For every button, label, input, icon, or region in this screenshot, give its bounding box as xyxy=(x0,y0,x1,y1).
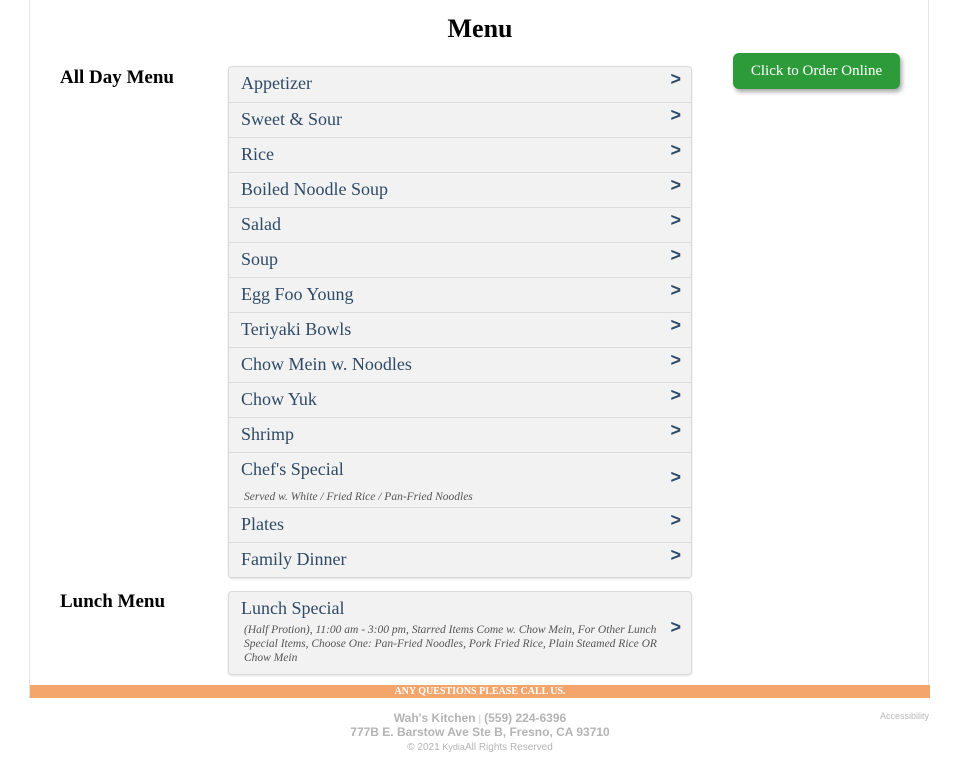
all-day-menu-list xyxy=(228,66,692,578)
chevron-right-icon: > xyxy=(670,315,681,335)
phone-link[interactable]: (559) 224-6396 xyxy=(484,711,567,725)
menu-item-label: Chow Mein w. Noodles xyxy=(241,354,412,374)
copyright-year: © 2021 xyxy=(407,742,440,753)
accessibility-link[interactable]: Accessibility xyxy=(879,711,929,721)
menu-item-sweet-sour[interactable] xyxy=(229,102,691,137)
chevron-right-icon: > xyxy=(670,467,681,487)
lunch-menu-list xyxy=(228,591,692,675)
chevron-right-icon: > xyxy=(670,420,681,440)
chevron-right-icon: > xyxy=(670,385,681,405)
menu-item-label: Boiled Noodle Soup xyxy=(241,179,388,199)
chevron-right-icon: > xyxy=(670,105,681,125)
menu-item-plates[interactable] xyxy=(229,507,691,542)
menu-item-boiled-noodle-soup[interactable] xyxy=(229,172,691,207)
chevron-right-icon: > xyxy=(670,210,681,230)
chevron-right-icon: > xyxy=(670,245,681,265)
menu-item-label: Shrimp xyxy=(241,424,295,444)
menu-item-description: (Half Protion), 11:00 am - 3:00 pm, Starred Items Come w. Chow Mein, For Other Lunch Special Items, Choose One: Pan-Fried Noodles, Pork Fried Rice, Plain Steamed Rice OR Chow Mein xyxy=(244,624,657,664)
menu-item-description: Served w. White / Fried Rice / Pan-Fried Noodles xyxy=(244,491,473,503)
call-us-banner: ANY QUESTIONS PLEASE CALL US. xyxy=(30,685,930,698)
menu-item-shrimp[interactable] xyxy=(229,417,691,452)
menu-item-label: Chef's Special xyxy=(241,459,344,479)
chevron-right-icon: > xyxy=(670,350,681,370)
menu-item-soup[interactable] xyxy=(229,242,691,277)
chevron-right-icon: > xyxy=(670,280,681,300)
lunch-menu-heading: Lunch Menu xyxy=(60,591,166,612)
menu-item-label: Soup xyxy=(241,249,279,269)
footer-separator: | xyxy=(478,714,482,725)
menu-item-label: Lunch Special xyxy=(241,598,345,618)
page-title: Menu xyxy=(447,14,513,43)
all-day-menu-heading: All Day Menu xyxy=(60,67,174,88)
menu-item-label: Appetizer xyxy=(241,73,312,93)
chevron-right-icon: > xyxy=(670,140,681,160)
menu-item-egg-foo-young[interactable] xyxy=(229,277,691,312)
chevron-right-icon: > xyxy=(670,545,681,565)
footer-address: 777B E. Barstow Ave Ste B, Fresno, CA 93710 xyxy=(350,725,610,739)
menu-item-family-dinner[interactable] xyxy=(229,542,691,577)
chevron-right-icon: > xyxy=(670,69,681,89)
menu-item-label: Rice xyxy=(241,144,274,164)
menu-item-label: Chow Yuk xyxy=(241,389,317,409)
chevron-right-icon: > xyxy=(670,175,681,195)
menu-item-chow-yuk[interactable] xyxy=(229,382,691,417)
menu-item-rice[interactable] xyxy=(229,137,691,172)
menu-item-label: Teriyaki Bowls xyxy=(241,319,352,339)
footer-contact xyxy=(0,711,960,725)
menu-item-label: Sweet & Sour xyxy=(241,109,342,129)
menu-item-chow-mein-noodles[interactable] xyxy=(229,347,691,382)
restaurant-name: Wah's Kitchen xyxy=(393,711,476,725)
menu-item-label: Plates xyxy=(241,514,284,534)
order-online-button[interactable]: Click to Order Online xyxy=(733,53,900,89)
chevron-right-icon: > xyxy=(670,510,681,530)
rights-text: All Rights Reserved xyxy=(464,742,553,753)
menu-item-label: Egg Foo Young xyxy=(241,284,354,304)
menu-item-lunch-special[interactable] xyxy=(229,592,691,674)
footer-copyright xyxy=(0,742,960,753)
kydia-link[interactable]: Kydia xyxy=(442,742,465,752)
menu-item-teriyaki-bowls[interactable] xyxy=(229,312,691,347)
menu-item-salad[interactable] xyxy=(229,207,691,242)
menu-item-appetizer[interactable] xyxy=(229,67,691,102)
menu-item-label: Salad xyxy=(241,214,281,234)
chevron-right-icon: > xyxy=(670,617,681,637)
menu-item-chefs-special[interactable] xyxy=(229,452,691,507)
menu-item-label: Family Dinner xyxy=(241,549,347,569)
